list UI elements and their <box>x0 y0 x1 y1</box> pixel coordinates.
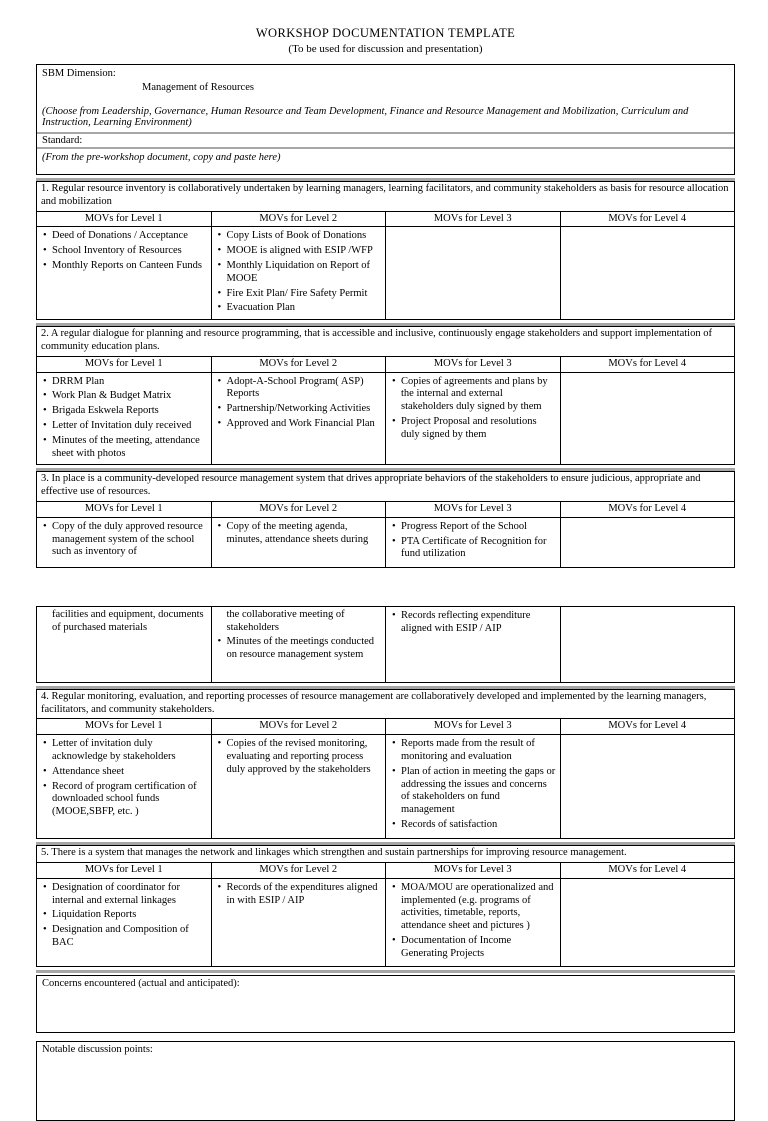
section-5-col-header-level-2: MOVs for Level 2 <box>211 862 386 878</box>
mov-item: • Letter of invitation duly acknowledge by stakeholders <box>41 738 207 764</box>
page-break-gap <box>36 568 735 606</box>
section-4-level-2-bullet-list <box>216 738 382 776</box>
mov-item: • PTA Certificate of Recognition for fund utilization <box>390 536 556 562</box>
section-3-level-1-cell <box>37 517 212 567</box>
section-5-col-header-level-1: MOVs for Level 1 <box>37 862 212 878</box>
mov-item: • Minutes of the meeting, attendance sheet with photos <box>41 435 207 461</box>
section-5-level-4-cell <box>560 878 735 966</box>
section-3-continuation-level-2-cell <box>211 606 386 682</box>
page-1-tables <box>36 178 735 568</box>
mov-item: • Deed of Donations / Acceptance <box>41 230 207 243</box>
section-3-table <box>36 471 735 567</box>
section-2-title: 2. A regular dialogue for planning and resource programming, that is accessible and inclusive, continuously engage stakeholders and support implementation of community education plans. <box>37 327 735 357</box>
page-2-tables <box>36 606 735 967</box>
mov-item: • Documentation of Income Generating Projects <box>390 935 556 961</box>
section-2-level-3-bullet-list <box>390 376 556 442</box>
section-2-level-2-cell <box>211 372 386 465</box>
concerns-label: Concerns encountered (actual and anticipated): <box>42 977 240 989</box>
section-4-title: 4. Regular monitoring, evaluation, and reporting processes of resource management are collaboratively developed and implemented by the learning managers, facilitators, and community stakeholders. <box>37 689 735 719</box>
section-4-level-4-cell <box>560 735 735 839</box>
notable-points-label: Notable discussion points: <box>42 1043 153 1055</box>
section-1-col-header-level-2: MOVs for Level 2 <box>211 211 386 227</box>
section-3-col-header-level-3: MOVs for Level 3 <box>386 501 561 517</box>
section-4-col-header-level-1: MOVs for Level 1 <box>37 719 212 735</box>
section-5-level-2-cell <box>211 878 386 966</box>
mov-item: • Fire Exit Plan/ Fire Safety Permit <box>216 288 382 301</box>
mov-item: • Liquidation Reports <box>41 909 207 922</box>
section-1-col-header-level-1: MOVs for Level 1 <box>37 211 212 227</box>
section-5-level-3-cell <box>386 878 561 966</box>
mov-item: • Record of program certification of downloaded school funds (MOOE,SBFP, etc. ) <box>41 781 207 819</box>
continuation-text: the collaborative meeting of stakeholders <box>226 608 345 633</box>
mov-item: • Copy Lists of Book of Donations <box>216 230 382 243</box>
section-4-table <box>36 689 735 839</box>
section-5-level-1-bullet-list <box>41 882 207 950</box>
mov-item: • Monthly Reports on Canteen Funds <box>41 260 207 273</box>
section-1-title: 1. Regular resource inventory is collaboratively undertaken by learning managers, learning facilitators, and community stakeholders as basis for resource allocation and mobilization <box>37 182 735 212</box>
section-3-col-header-level-4: MOVs for Level 4 <box>560 501 735 517</box>
section-1-level-2-cell <box>211 227 386 320</box>
section-4-level-1-bullet-list <box>41 738 207 819</box>
section-3-col-header-level-1: MOVs for Level 1 <box>37 501 212 517</box>
page-title: WORKSHOP DOCUMENTATION TEMPLATE <box>255 26 516 40</box>
mov-item: • Monthly Liquidation on Report of MOOE <box>216 260 382 286</box>
section-4-col-header-level-4: MOVs for Level 4 <box>560 719 735 735</box>
mov-item: • Letter of Invitation duly received <box>41 420 207 433</box>
section-4-level-2-cell <box>211 735 386 839</box>
section-3-level-2-bullet-list <box>216 521 382 547</box>
section-3-level-3-cell <box>386 517 561 567</box>
mov-item: • Partnership/Networking Activities <box>216 403 382 416</box>
mov-item: • Records reflecting expenditure aligned with ESIP / AIP <box>390 610 556 636</box>
page-subtitle: (To be used for discussion and presentation) <box>288 43 483 55</box>
notable-points-box <box>36 1041 735 1121</box>
section-3-level-3-bullet-list <box>390 521 556 561</box>
mov-item: • Brigada Eskwela Reports <box>41 405 207 418</box>
section-1-level-3-cell <box>386 227 561 320</box>
section-5-level-1-cell <box>37 878 212 966</box>
mov-item: • Designation and Composition of BAC <box>41 924 207 950</box>
section-3-continuation-table <box>36 606 735 683</box>
mov-item: • Attendance sheet <box>41 766 207 779</box>
section-2-table <box>36 326 735 465</box>
section-1-level-1-cell <box>37 227 212 320</box>
mov-item: • Copies of the revised monitoring, evaluating and reporting process duly approved by the stakeholders <box>216 738 382 776</box>
section-1-col-header-level-4: MOVs for Level 4 <box>560 211 735 227</box>
section-5-col-header-level-3: MOVs for Level 3 <box>386 862 561 878</box>
mov-item: • Reports made from the result of monitoring and evaluation <box>390 738 556 764</box>
section-3-level-4-cell <box>560 517 735 567</box>
sbm-dimension-section <box>37 65 734 132</box>
section-2-col-header-level-2: MOVs for Level 2 <box>211 356 386 372</box>
sbm-dimension-note: (Choose from Leadership, Governance, Human Resource and Team Development, Finance and Resource Management and Mobilization, Curriculum and Instruction, Learning Environment) <box>42 106 689 128</box>
section-2-level-1-cell <box>37 372 212 465</box>
gray-separator-rule <box>36 970 735 973</box>
mov-item: • Approved and Work Financial Plan <box>216 418 382 431</box>
section-2-col-header-level-1: MOVs for Level 1 <box>37 356 212 372</box>
mov-item: • Project Proposal and resolutions duly signed by them <box>390 416 556 442</box>
section-1-level-2-bullet-list <box>216 230 382 315</box>
mov-item: • MOA/MOU are operationalized and implemented (e.g. programs of activities, timetable, reports, attendance sheet and pictures ) <box>390 882 556 933</box>
section-4-col-header-level-3: MOVs for Level 3 <box>386 719 561 735</box>
section-1-level-4-cell <box>560 227 735 320</box>
section-2-level-4-cell <box>560 372 735 465</box>
mov-item: • Minutes of the meetings conducted on resource management system <box>216 636 382 662</box>
section-3-level-2-cell <box>211 517 386 567</box>
mov-item: • Copy of the duly approved resource management system of the school such as inventory of <box>41 521 207 559</box>
section-4-level-1-cell <box>37 735 212 839</box>
section-2-level-3-cell <box>386 372 561 465</box>
section-5-col-header-level-4: MOVs for Level 4 <box>560 862 735 878</box>
section-3-col-header-level-2: MOVs for Level 2 <box>211 501 386 517</box>
mov-item: • Adopt-A-School Program( ASP) Reports <box>216 376 382 402</box>
mov-item: • School Inventory of Resources <box>41 245 207 258</box>
section-3-continuation-level-3-cell <box>386 606 561 682</box>
section-4-level-3-bullet-list <box>390 738 556 832</box>
section-3-continuation-level-2-bullet-list <box>216 636 382 662</box>
section-2-level-2-bullet-list <box>216 376 382 431</box>
mov-item: • Plan of action in meeting the gaps or addressing the issues and concerns of stakeholders on fund management <box>390 766 556 817</box>
section-2-col-header-level-4: MOVs for Level 4 <box>560 356 735 372</box>
section-5-title: 5. There is a system that manages the network and linkages which strengthen and sustain partnerships for improving resource management. <box>37 846 735 863</box>
mov-item: • Designation of coordinator for internal and external linkages <box>41 882 207 908</box>
mov-item: • Copies of agreements and plans by the internal and external stakeholders duly signed by them <box>390 376 556 414</box>
continuation-text: facilities and equipment, documents of purchased materials <box>52 608 204 633</box>
sbm-dimension-box <box>36 64 735 175</box>
section-3-continuation-level-3-bullet-list <box>390 610 556 636</box>
section-4-col-header-level-2: MOVs for Level 2 <box>211 719 386 735</box>
section-5-table <box>36 845 735 967</box>
mov-item: • Records of satisfaction <box>390 819 556 832</box>
section-3-continuation-level-1-cell <box>37 606 212 682</box>
section-1-table <box>36 181 735 320</box>
concerns-box <box>36 975 735 1033</box>
section-5-level-3-bullet-list <box>390 882 556 961</box>
sbm-dimension-value: Management of Resources <box>142 82 254 93</box>
mov-item: • Records of the expenditures aligned in with ESIP / AIP <box>216 882 382 908</box>
mov-item: • Copy of the meeting agenda, minutes, attendance sheets during <box>216 521 382 547</box>
section-3-level-1-bullet-list <box>41 521 207 559</box>
section-5-level-2-bullet-list <box>216 882 382 908</box>
standard-label: Standard: <box>37 132 734 149</box>
standard-note: (From the pre-workshop document, copy and paste here) <box>42 152 281 163</box>
section-3-title: 3. In place is a community-developed resource management system that drives appropriate behaviors of the stakeholders to ensure judicious, appropriate and effective use of resources. <box>37 472 735 502</box>
mov-item: • DRRM Plan <box>41 376 207 389</box>
section-1-level-1-bullet-list <box>41 230 207 272</box>
mov-item: • MOOE is aligned with ESIP /WFP <box>216 245 382 258</box>
section-2-col-header-level-3: MOVs for Level 3 <box>386 356 561 372</box>
section-1-col-header-level-3: MOVs for Level 3 <box>386 211 561 227</box>
mov-item: • Progress Report of the School <box>390 521 556 534</box>
mov-item: • Evacuation Plan <box>216 302 382 315</box>
section-4-level-3-cell <box>386 735 561 839</box>
mov-item: • Work Plan & Budget Matrix <box>41 390 207 403</box>
section-2-level-1-bullet-list <box>41 376 207 461</box>
sbm-dimension-label: SBM Dimension: <box>42 68 116 79</box>
section-3-continuation-level-4-cell <box>560 606 735 682</box>
